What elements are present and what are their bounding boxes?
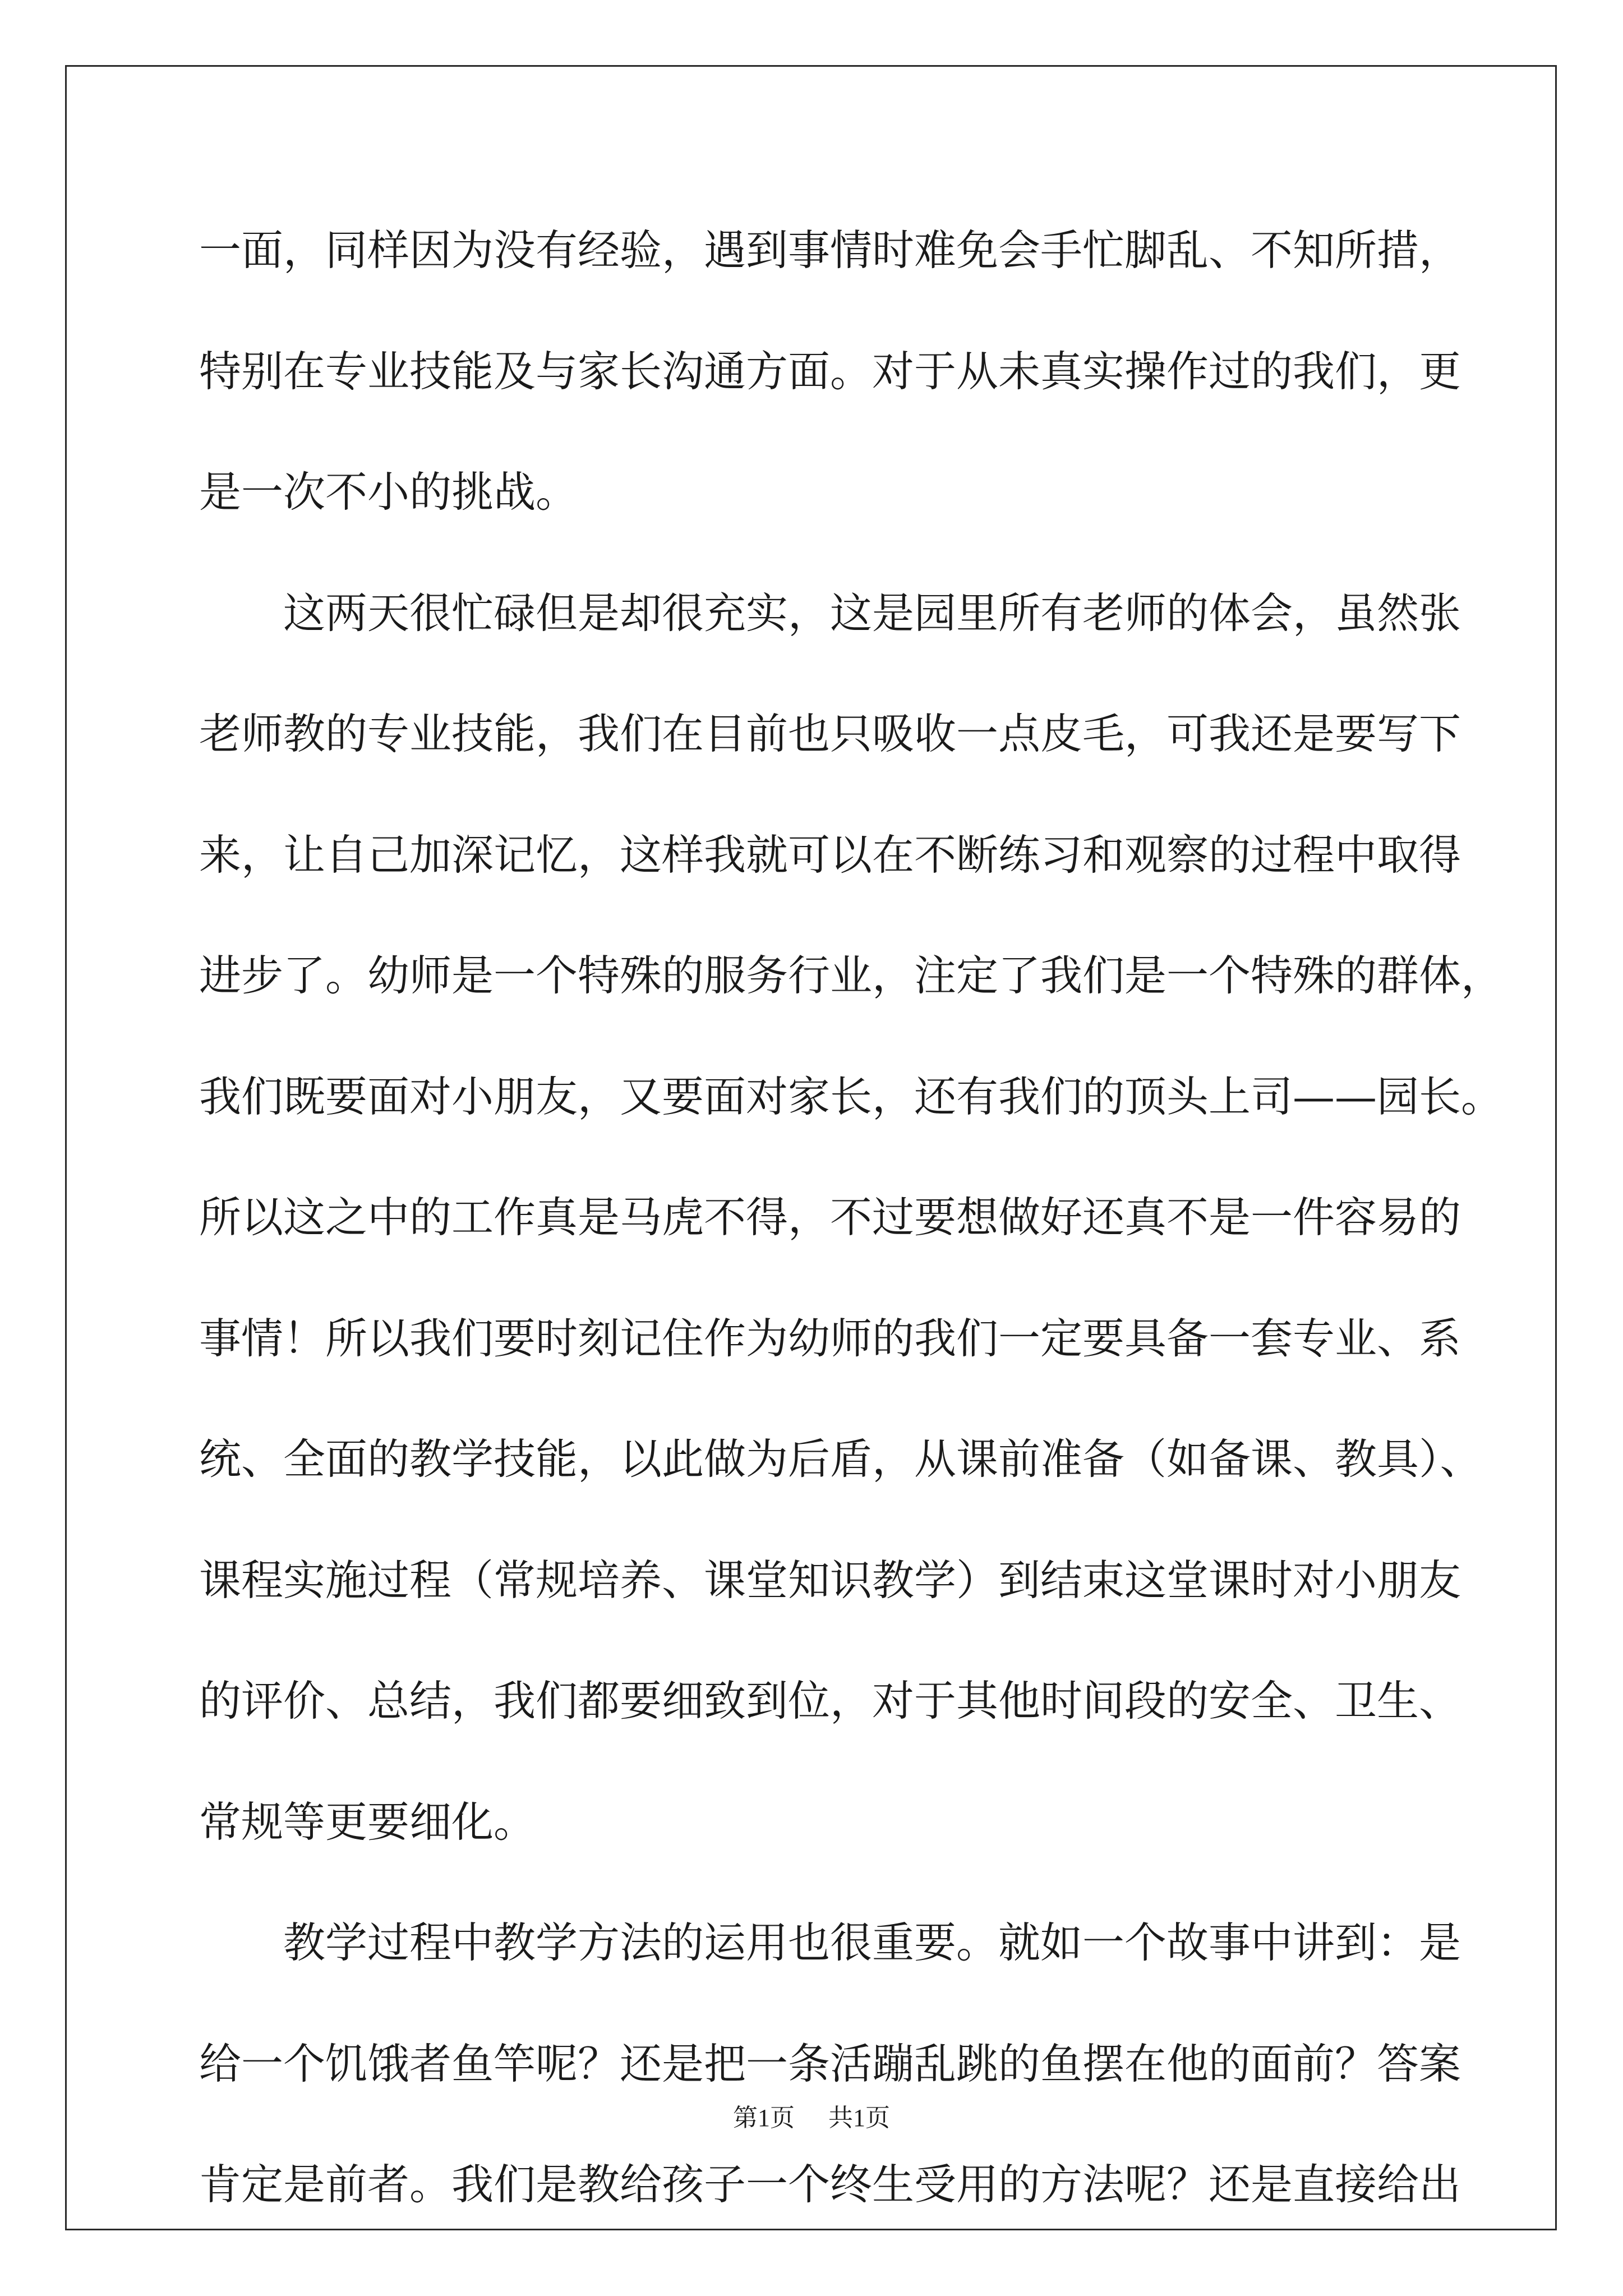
page-footer — [0, 2101, 1623, 2135]
text-line: 事情！所以我们要时刻记住作为幼师的我们一定要具备一套专业、系 — [199, 1313, 1461, 1363]
text-line: 的评价、总结，我们都要细致到位，对于其他时间段的安全、卫生、 — [199, 1676, 1461, 1726]
text-line: 这两天很忙碌但是却很充实，这是园里所有老师的体会，虽然张 — [283, 588, 1461, 638]
text-line: 进步了。幼师是一个特殊的服务行业，注定了我们是一个特殊的群体， — [199, 951, 1504, 1000]
text-line: 老师教的专业技能，我们在目前也只吸收一点皮毛，可我还是要写下 — [199, 709, 1461, 758]
text-line: 统、全面的教学技能，以此做为后盾，从课前准备（如备课、教具）、 — [199, 1434, 1482, 1484]
text-line: 肯定是前者。我们是教给孩子一个终生受用的方法呢？还是直接给出 — [199, 2160, 1461, 2209]
text-line: 我们既要面对小朋友，又要面对家长，还有我们的顶头上司——园长。 — [199, 1071, 1504, 1121]
text-line: 是一次不小的挑战。 — [199, 467, 578, 517]
page-number-total: 共1页 — [828, 2104, 890, 2132]
text-line: 一面，同样因为没有经验，遇到事情时难免会手忙脚乱、不知所措， — [199, 226, 1461, 275]
text-line: 所以这之中的工作真是马虎不得，不过要想做好还真不是一件容易的 — [199, 1193, 1461, 1242]
text-line: 常规等更要细化。 — [199, 1797, 536, 1847]
text-line: 课程实施过程（常规培养、课堂知识教学）到结束这堂课时对小朋友 — [199, 1555, 1461, 1605]
text-line: 特别在专业技能及与家长沟通方面。对于从未真实操作过的我们，更 — [199, 346, 1461, 396]
text-line: 给一个饥饿者鱼竿呢？还是把一条活蹦乱跳的鱼摆在他的面前？答案 — [199, 2039, 1461, 2088]
text-line: 来，让自己加深记忆，这样我就可以在不断练习和观察的过程中取得 — [199, 830, 1461, 880]
page-number-current: 第1页 — [733, 2104, 795, 2132]
document-body — [199, 214, 1504, 2270]
text-line: 教学过程中教学方法的运用也很重要。就如一个故事中讲到：是 — [283, 1918, 1461, 1967]
